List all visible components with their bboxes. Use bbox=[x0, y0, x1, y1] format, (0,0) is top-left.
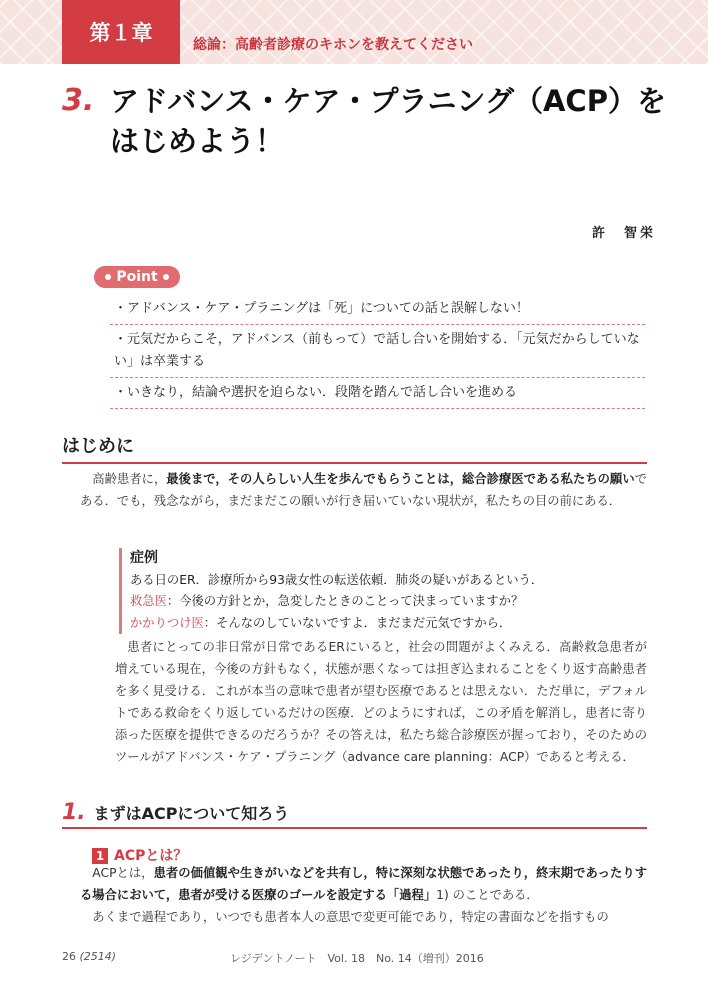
case-discussion: 患者にとっての非日常が日常であるERにいると，社会の問題がよくみえる．高齢救急患者が増えている現在，今後の方針もなく，状態が悪くなっては担ぎ込まれることをくり返す高齢患者を多く見受ける．これが本当の意味で患者が望む医療であるとは思えない．ただ単に，デフォルトである救命をくり返しているだけの医療．どのようにすれば，この矛盾を解消し，患者に寄り添った医療を提供できるのだろうか？その答えは，私たち総合診療医が握っており，そのためのツールがアドバンス・ケア・プラニング（advance care planning：ACP）であると考える． bbox=[115, 640, 647, 764]
case-line3 bbox=[130, 613, 650, 635]
intro-paragraph bbox=[80, 468, 647, 512]
chapter-subtitle: 総論：高齢者診療のキホンを教えてください bbox=[193, 37, 473, 53]
page-number bbox=[62, 950, 116, 963]
speaker-emergency: 救急医 bbox=[130, 594, 167, 608]
page-num: 26 bbox=[62, 950, 76, 963]
acp-line1 bbox=[80, 862, 647, 906]
intro-heading: はじめに bbox=[62, 432, 647, 464]
dot-icon bbox=[105, 274, 111, 280]
acp-text-a: ACPとは， bbox=[92, 866, 154, 880]
article-number: 3. bbox=[62, 83, 95, 118]
article-title-line2: はじめよう！ bbox=[110, 124, 285, 158]
article-title-line1: アドバンス・ケア・プラニング（ACP）を bbox=[110, 84, 666, 118]
acp-text-emphasis: 患者の価値観や生きがいなどを共有し，特に深刻な状態であったり，終末期であったりする場合において，患者が受ける医療のゴールを設定する「過程」 bbox=[80, 866, 647, 902]
section-title: まずはACPについて知ろう bbox=[93, 804, 290, 823]
point-list bbox=[110, 294, 645, 409]
point-item: ・元気だからこそ，アドバンス（前もって）で話し合いを開始する．「元気だからしていない」は卒業する bbox=[110, 325, 645, 378]
case-title: 症例 bbox=[130, 550, 158, 566]
case-line1: ある日のER．診療所から93歳女性の転送依頼．肺炎の疑いがあるという． bbox=[130, 572, 544, 587]
acp-line2: あくまで過程であり，いつでも患者本人の意思で変更可能であり，特定の書面などを指すもの bbox=[92, 910, 609, 924]
point-item: ・いきなり，結論や選択を迫らない．段階を踏んで話し合いを進める bbox=[110, 378, 645, 409]
article-title bbox=[110, 81, 670, 161]
point-item: ・アドバンス・ケア・プラニングは「死」についての話と誤解しない！ bbox=[110, 294, 645, 325]
case-line2-text: ：今後の方針とか，急変したときのことって決まっていますか？ bbox=[166, 594, 524, 608]
case-box bbox=[119, 548, 650, 634]
point-label: Point bbox=[116, 269, 158, 285]
intro-text-c: である．でも，残念ながら，まだまだこの願いが行き届いていない現状が，私たちの目の前にある． bbox=[80, 472, 647, 508]
section-number: 1. bbox=[62, 800, 86, 825]
journal-info: レジデントノート Vol. 18 No. 14（増刊）2016 bbox=[230, 952, 484, 965]
page-header-band bbox=[0, 0, 708, 64]
page-alt: (2514) bbox=[79, 950, 117, 963]
subsection-number: 1 bbox=[92, 848, 108, 864]
case-line3-text: ：そんなのしていないですよ．まだまだ元気ですから． bbox=[203, 615, 512, 630]
acp-text-c: 1) のことである． bbox=[436, 888, 539, 902]
acp-paragraph bbox=[80, 862, 647, 928]
case-line2 bbox=[130, 591, 650, 613]
intro-text-a: 高齢患者に， bbox=[92, 472, 167, 486]
speaker-gp: かかりつけ医 bbox=[130, 615, 204, 630]
section-heading bbox=[62, 800, 647, 829]
subsection-title: ACPとは？ bbox=[114, 848, 188, 864]
dot-icon bbox=[163, 274, 169, 280]
chapter-label: 第１章 bbox=[62, 0, 180, 64]
intro-text-emphasis: 最後まで，その人らしい人生を歩んでもらうことは，総合診療医である私たちの願い bbox=[166, 472, 635, 486]
point-badge bbox=[94, 266, 180, 288]
author: 許 智栄 bbox=[592, 226, 657, 241]
